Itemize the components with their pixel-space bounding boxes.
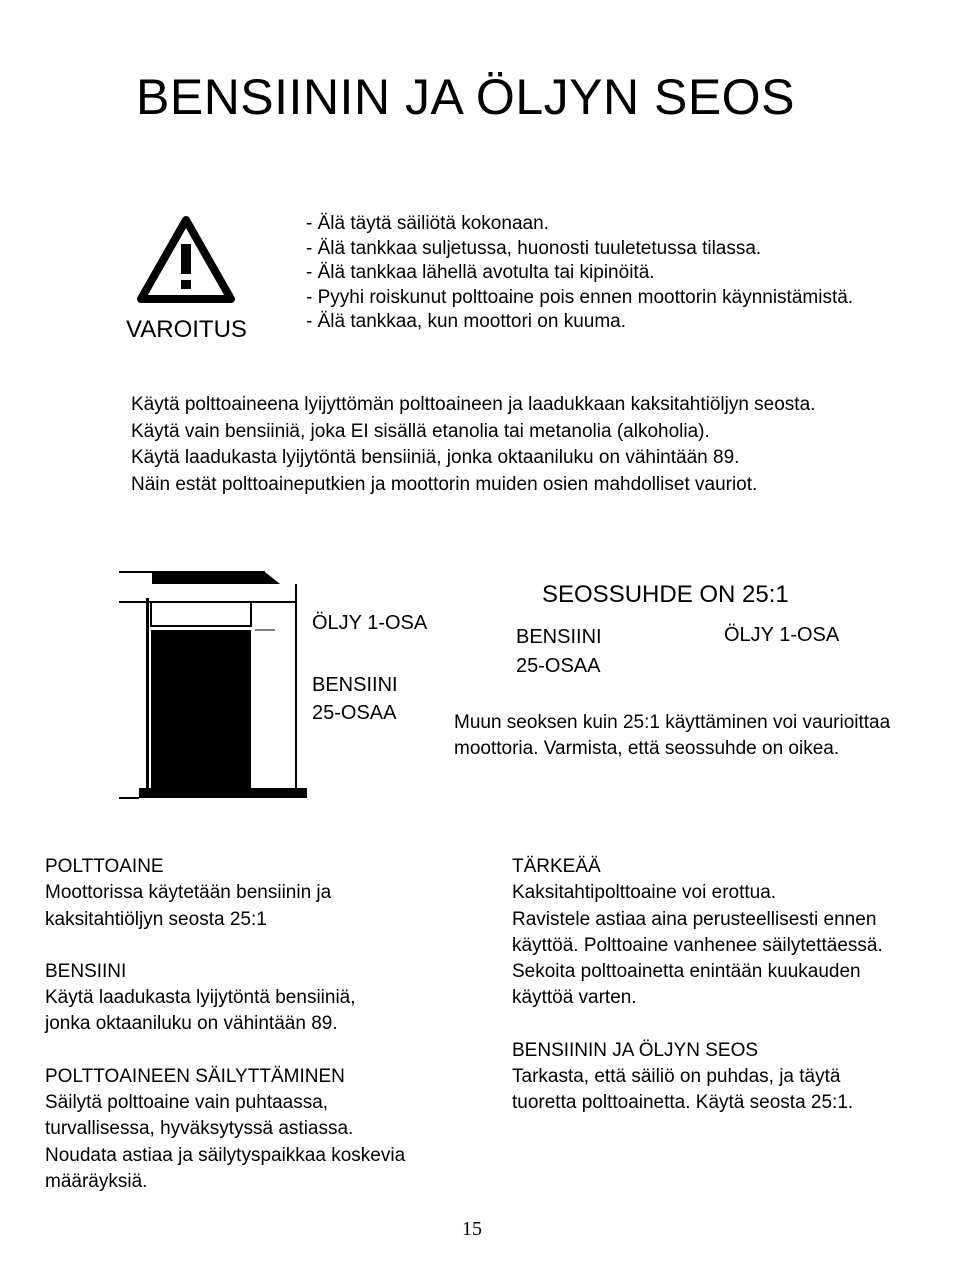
- ratio-oil-label: ÖLJY 1-OSA: [724, 624, 840, 646]
- ratio-note: [454, 710, 890, 762]
- section-line: käyttöä. Polttoaine vanhenee säilytettäessä.: [512, 934, 883, 956]
- warning-item: - Älä tankkaa, kun moottori on kuuma.: [306, 311, 626, 332]
- section-line: kaksitahtiöljyn seosta 25:1: [45, 908, 267, 930]
- section-heading: BENSIININ JA ÖLJYN SEOS: [512, 1039, 759, 1061]
- ratio-petrol-parts-label: 25-OSAA: [516, 655, 601, 677]
- warning-triangle-icon: [136, 214, 236, 306]
- section-line: Ravistele astiaa aina perusteellisesti ennen: [512, 908, 877, 930]
- warning-label: VAROITUS: [126, 316, 247, 343]
- intro-line: Näin estät polttoaineputkien ja moottorin muiden osien mahdolliset vauriot.: [131, 473, 758, 495]
- left-column: [45, 854, 405, 1195]
- warning-list: [306, 212, 853, 335]
- intro-line: Käytä laadukasta lyijytöntä bensiiniä, jonka oktaaniluku on vähintään 89.: [131, 447, 740, 468]
- section-line: Käytä laadukasta lyijytöntä bensiiniä,: [45, 987, 356, 1009]
- section-heading: POLTTOAINEEN SÄILYTTÄMINEN: [45, 1065, 345, 1087]
- intro-line: Käytä vain bensiiniä, joka EI sisällä etanolia tai metanolia (alkoholia).: [131, 420, 710, 442]
- ratio-petrol-label: BENSIINI: [516, 626, 602, 648]
- section-heading: TÄRKEÄÄ: [512, 856, 601, 877]
- warning-item: - Pyyhi roiskunut polttoaine pois ennen moottorin käynnistämistä.: [306, 286, 854, 308]
- section-line: määräyksiä.: [45, 1170, 148, 1192]
- petrol-parts-label: 25-OSAA: [312, 702, 397, 724]
- section-line: käyttöä varten.: [512, 987, 637, 1009]
- warning-item: - Älä tankkaa suljetussa, huonosti tuuletetussa tilassa.: [306, 237, 762, 259]
- ratio-note-line: Muun seoksen kuin 25:1 käyttäminen voi vaurioittaa: [454, 712, 891, 733]
- warning-item: - Älä täytä säiliötä kokonaan.: [306, 213, 549, 234]
- section-gap: [45, 933, 405, 959]
- section-line: Noudata astiaa ja säilytyspaikkaa koskevia: [45, 1144, 406, 1166]
- section-heading: BENSIINI: [45, 960, 127, 982]
- ratio-note-line: moottoria. Varmista, että seossuhde on oikea.: [454, 738, 840, 759]
- oil-part-label: ÖLJY 1-OSA: [312, 612, 428, 634]
- warning-item: - Älä tankkaa lähellä avotulta tai kipinöitä.: [306, 262, 655, 283]
- section-heading: POLTTOAINE: [45, 856, 164, 877]
- page-title: BENSIININ JA ÖLJYN SEOS: [136, 69, 795, 125]
- intro-paragraph: [131, 392, 815, 498]
- section-line: Säilytä polttoaine vain puhtaassa,: [45, 1092, 329, 1114]
- ratio-title: SEOSSUHDE ON 25:1: [542, 581, 789, 608]
- page-number: 15: [462, 1218, 482, 1240]
- section-line: tuoretta polttoainetta. Käytä seosta 25:1.: [512, 1092, 854, 1114]
- section-gap: [45, 1038, 405, 1064]
- section-line: turvallisessa, hyväksytyssä astiassa.: [45, 1118, 354, 1140]
- petrol-label: BENSIINI: [312, 674, 398, 696]
- section-gap: [512, 1012, 883, 1038]
- section-line: Sekoita polttoainetta enintään kuukauden: [512, 961, 861, 983]
- right-column: [512, 854, 883, 1117]
- section-line: Moottorissa käytetään bensiinin ja: [45, 882, 332, 904]
- mix-container-diagram: [115, 568, 310, 800]
- section-line: jonka oktaaniluku on vähintään 89.: [45, 1013, 338, 1035]
- section-line: Kaksitahtipolttoaine voi erottua.: [512, 882, 777, 904]
- section-line: Tarkasta, että säiliö on puhdas, ja täytä: [512, 1066, 841, 1088]
- intro-line: Käytä polttoaineena lyijyttömän polttoaineen ja laadukkaan kaksitahtiöljyn seosta.: [131, 394, 816, 415]
